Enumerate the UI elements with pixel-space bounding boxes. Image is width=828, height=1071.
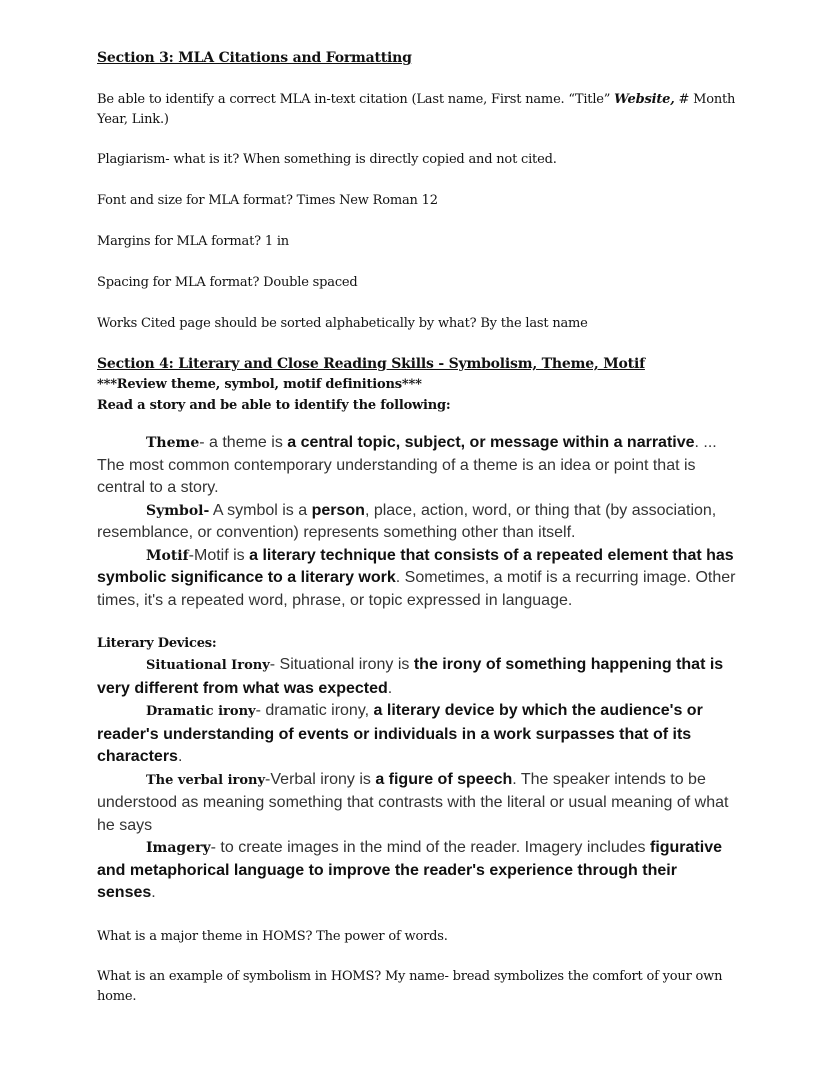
imagery-definition: [97, 837, 737, 905]
imagery-label: Imagery: [146, 840, 211, 856]
homs-theme-question: What is a major theme in HOMS? The power of words.: [97, 928, 448, 944]
symbol-definition: [97, 500, 737, 545]
theme-text-c: . ... The most common contemporary understanding of a theme is an idea or point that is central to a story.: [97, 434, 717, 496]
dramatic-irony-text-a: - dramatic irony,: [255, 702, 374, 719]
read-instruction: Read a story and be able to identify the following:: [97, 398, 451, 413]
symbol-label: Symbol-: [146, 502, 210, 519]
verbal-irony-text-bold: a figure of speech: [375, 770, 513, 788]
verbal-irony-definition: [97, 769, 737, 838]
section3-heading: Section 3: MLA Citations and Formatting: [97, 50, 412, 66]
theme-text-bold: a central topic, subject, or message within a narrative: [287, 434, 695, 451]
imagery-text-bold: figurative and metaphorical language to improve the reader's experience through their senses: [97, 839, 722, 901]
imagery-text-c: .: [151, 884, 156, 901]
symbol-text-a: A symbol is a: [209, 501, 312, 519]
theme-label: Theme: [146, 435, 200, 451]
theme-definition: [97, 432, 737, 500]
motif-text-bold: a literary technique that consists of a repeated element that has symbolic significance to a literary work: [97, 546, 734, 586]
verbal-irony-text-c: . The speaker intends to be understood as meaning something that contrasts with the literal or usual meaning of what he says: [97, 770, 729, 834]
font-size-question: Font and size for MLA format? Times New Roman 12: [97, 193, 438, 208]
situational-irony-text-c: .: [387, 679, 393, 697]
homs-symbolism-question: What is an example of symbolism in HOMS? My name- bread symbolizes the comfort of your own home.: [97, 968, 723, 1004]
works-cited-question: Works Cited page should be sorted alphabetically by what? By the last name: [97, 316, 588, 331]
margins-question: Margins for MLA format? 1 in: [97, 234, 289, 249]
symbol-text-bold: person: [311, 501, 365, 519]
symbol-text-c: , place, action, word, or thing that (by association, resemblance, or convention) represents something other than itself.: [97, 501, 717, 541]
imagery-text-a: - to create images in the mind of the reader. Imagery includes: [210, 839, 650, 856]
situational-irony-text-a: - Situational irony is: [269, 656, 414, 673]
mla-citation-text-end: # Month Year, Link.): [97, 92, 736, 127]
motif-text-a: -Motif is: [188, 546, 250, 564]
dramatic-irony-text-bold: a literary device by which the audience's or reader's understanding of events or individuals in a work surpasses that of its characters: [97, 702, 703, 765]
review-note: ***Review theme, symbol, motif definitions***: [97, 377, 422, 392]
dramatic-irony-text-c: .: [177, 748, 183, 765]
situational-irony-text-bold: the irony of something happening that is very different from what was expected: [97, 656, 724, 697]
motif-text-c: . Sometimes, a motif is a recurring image. Other times, it's a repeated word, phrase, or topic expressed in language.: [97, 569, 736, 609]
section4-heading: Section 4: Literary and Close Reading Skills - Symbolism, Theme, Motif: [97, 356, 645, 372]
verbal-irony-text-a: -Verbal irony is: [265, 770, 376, 788]
verbal-irony-label: The verbal irony: [146, 772, 266, 788]
mla-citation-text: Be able to identify a correct MLA in-text citation (Last name, First name. “Title”: [97, 92, 615, 107]
spacing-question: Spacing for MLA format? Double spaced: [97, 275, 358, 290]
literary-devices-heading: Literary Devices:: [97, 636, 217, 651]
document-page: [97, 48, 737, 1007]
plagiarism-question: Plagiarism- what is it? When something is directly copied and not cited.: [97, 152, 557, 167]
dramatic-irony-definition: [97, 700, 737, 769]
theme-text-a: - a theme is: [199, 434, 288, 451]
situational-irony-label: Situational Irony: [146, 658, 270, 673]
mla-citation-italic: Website,: [614, 92, 675, 107]
dramatic-irony-label: Dramatic irony: [146, 704, 256, 719]
mla-citation-question: [97, 90, 737, 130]
situational-irony-definition: [97, 654, 737, 700]
motif-definition: [97, 545, 737, 613]
motif-label: Motif: [146, 547, 189, 564]
